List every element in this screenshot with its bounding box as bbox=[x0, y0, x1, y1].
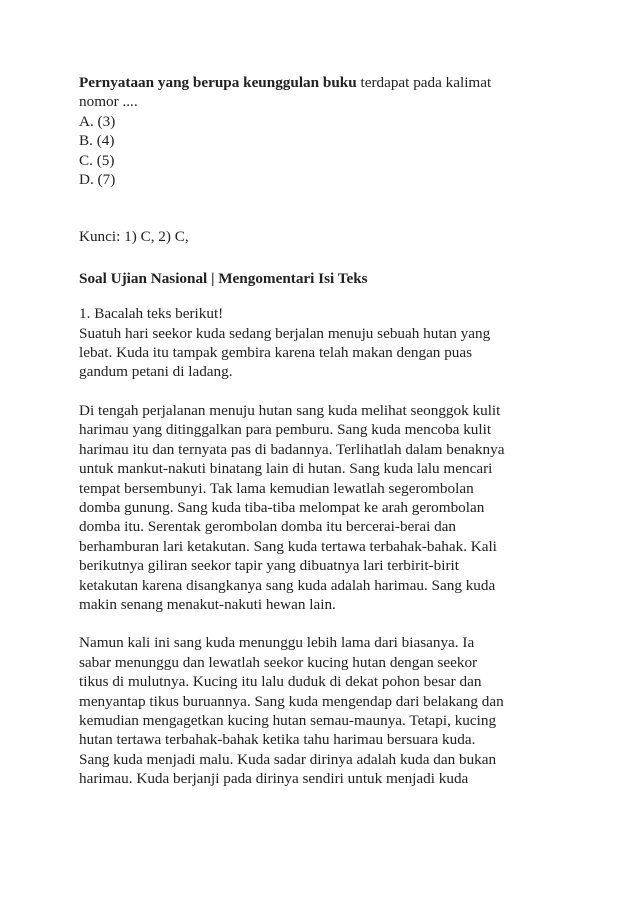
answer-key: Kunci: 1) C, 2) C, bbox=[79, 228, 189, 246]
paragraph-line: harimau itu dan ternyata pas di badannya. Terlihatlah dalam benaknya bbox=[79, 440, 505, 458]
paragraph-line: Di tengah perjalanan menuju hutan sang kuda melihat seonggok kulit bbox=[79, 401, 501, 419]
paragraph-line: Suatuh hari seekor kuda sedang berjalan menuju sebuah hutan yang bbox=[79, 324, 491, 342]
question-prompt-line-1 bbox=[79, 73, 569, 92]
section-title: Soal Ujian Nasional | Mengomentari Isi Teks bbox=[79, 269, 368, 287]
option-d: D. (7) bbox=[79, 171, 116, 189]
option-c: C. (5) bbox=[79, 151, 115, 169]
paragraph-line: menyantap tikus buruannya. Sang kuda mengendap dari belakang dan bbox=[79, 692, 504, 710]
document-page bbox=[79, 73, 569, 789]
paragraph-line: sabar menunggu dan lewatlah seekor kucing hutan dengan seekor bbox=[79, 653, 478, 671]
paragraph-line: lebat. Kuda itu tampak gembira karena telah makan dengan puas bbox=[79, 344, 473, 362]
paragraph-line: harimau yang ditinggalkan para pemburu. Sang kuda mencoba kulit bbox=[79, 421, 492, 439]
paragraph-line: Namun kali ini sang kuda menunggu lebih lama dari biasanya. Ia bbox=[79, 634, 475, 652]
item-number-line: 1. Bacalah teks berikut! bbox=[79, 305, 224, 323]
paragraph-line: domba gunung. Sang kuda tiba-tiba melompat ke arah gerombolan bbox=[79, 498, 485, 516]
paragraph-line: Sang kuda menjadi malu. Kuda sadar dirinya adalah kuda dan bukan bbox=[79, 750, 497, 768]
question-prompt-line-2: nomor .... bbox=[79, 93, 138, 111]
paragraph-line: tempat bersembunyi. Tak lama kemudian lewatlah segerombolan bbox=[79, 479, 474, 497]
paragraph-line: berikutnya giliran seekor tapir yang dibuatnya lari terbirit-birit bbox=[79, 557, 459, 575]
paragraph-line: ketakutan karena disangkanya sang kuda adalah harimau. Sang kuda bbox=[79, 576, 496, 594]
paragraph-line: gandum petani di ladang. bbox=[79, 363, 233, 381]
question-prompt-bold: Pernyataan yang berupa keunggulan buku bbox=[79, 74, 357, 91]
paragraph-line: hutan tertawa terbahak-bahak ketika tahu harimau bersuara kuda. bbox=[79, 731, 476, 749]
option-b: B. (4) bbox=[79, 132, 115, 150]
paragraph-line: makin senang menakut-nakuti hewan lain. bbox=[79, 595, 336, 613]
paragraph-line: tikus di mulutnya. Kucing itu lalu duduk di dekat pohon besar dan bbox=[79, 673, 482, 691]
paragraph-line: harimau. Kuda berjanji pada dirinya sendiri untuk menjadi kuda bbox=[79, 770, 469, 788]
option-a: A. (3) bbox=[79, 112, 116, 130]
paragraph-line: untuk mankut-nakuti binatang lain di hutan. Sang kuda lalu mencari bbox=[79, 460, 493, 478]
paragraph-line: berhamburan lari ketakutan. Sang kuda tertawa terbahak-bahak. Kali bbox=[79, 537, 497, 555]
paragraph-line: domba itu. Serentak gerombolan domba itu bercerai-berai dan bbox=[79, 518, 457, 536]
question-prompt-rest: terdapat pada kalimat bbox=[356, 74, 492, 91]
paragraph-line: kemudian mengagetkan kucing hutan semau-maunya. Tetapi, kucing bbox=[79, 711, 497, 729]
